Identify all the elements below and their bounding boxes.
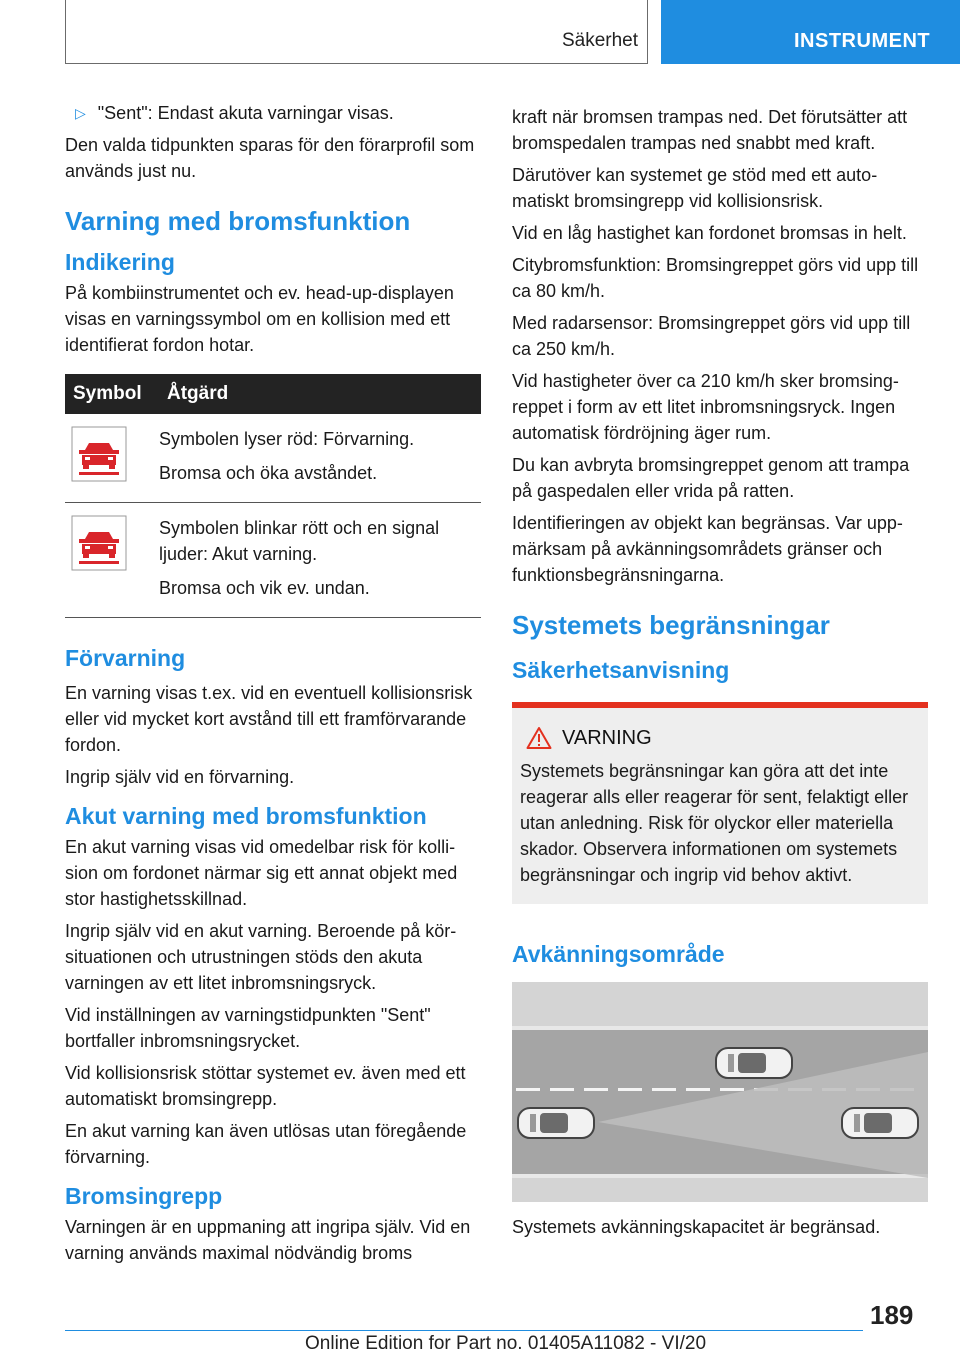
paragraph: Vid hastigheter över ca 210 km/h sker bromsingreppet i form av ett litet inbromsningsryck. Ingen automatisk fördröjning äger rum. — [512, 371, 899, 443]
paragraph: En akut varning kan även utlösas utan föregående förvarning. — [65, 1121, 467, 1167]
paragraph: Ingrip själv vid en förvarning. — [65, 767, 295, 787]
warning-triangle-icon — [526, 726, 552, 750]
footer-edition: Online Edition for Part no. 01405A11082 - VI/20 — [305, 1333, 707, 1354]
paragraph: Citybromsfunktion: Bromsingreppet görs vid upp till ca 80 km/h. — [512, 255, 919, 301]
subsection-heading: Bromsingrepp — [65, 1183, 223, 1209]
warning-box — [512, 702, 928, 904]
chapter-title: INSTRUMENT — [794, 30, 931, 52]
subsection-heading: Indikering — [65, 249, 175, 275]
table-text: Symbolen lyser röd: Förvarning. — [159, 429, 415, 449]
page-number: 189 — [870, 1300, 914, 1330]
section-title: Säkerhet — [561, 30, 638, 51]
detection-range-illustration — [512, 982, 928, 1202]
paragraph: Den valda tidpunkten sparas för den förarprofil som används just nu. — [65, 135, 475, 181]
car-ahead-icon — [842, 1108, 918, 1138]
paragraph: Med radarsensor: Bromsingreppet görs vid upp till ca 250 km/h. — [512, 313, 911, 359]
image-caption: Systemets avkänningskapacitet är begränsad. — [512, 1217, 881, 1237]
car-ego-icon — [518, 1108, 594, 1138]
red-car-warning-icon — [71, 426, 127, 482]
table-text: Symbolen blinkar rött och en signal ljuder: Akut varning. — [159, 518, 440, 564]
table-header-atgard: Åtgärd — [159, 374, 481, 414]
subsection-heading: Akut varning med bromsfunktion — [65, 803, 427, 829]
table-cell-text — [159, 414, 481, 503]
table-cell-icon — [65, 414, 159, 503]
car-adjacent-lane-icon — [716, 1048, 792, 1078]
paragraph: Identifieringen av objekt kan begränsas. Var uppmärksam på avkänningsområdets gränser och funktionsbegränsningarna. — [512, 513, 903, 585]
paragraph: kraft när bromsen trampas ned. Det förutsätter att bromspedalen trampas ned snabbt med kraft. — [512, 107, 908, 153]
right-column — [512, 104, 928, 1246]
table-header-symbol: Symbol — [65, 374, 159, 414]
red-car-warning-icon — [71, 515, 127, 571]
table-cell-text — [159, 503, 481, 618]
paragraph: En akut varning visas vid omedelbar risk för kollision om fordonet närmar sig ett annat objekt med stor hastighetsskillnad. — [65, 837, 458, 909]
subsection-heading: Säkerhetsanvisning — [512, 657, 730, 683]
section-heading: Systemets begränsningar — [512, 610, 830, 640]
warning-header — [526, 726, 920, 750]
section-heading: Varning med bromsfunktion — [65, 206, 411, 236]
subsection-heading: Förvarning — [65, 645, 186, 671]
paragraph: Därutöver kan systemet ge stöd med ett automatiskt bromsingrepp vid kollisionsrisk. — [512, 165, 878, 211]
left-column — [65, 100, 481, 1272]
table-row — [65, 414, 481, 503]
paragraph: En varning visas t.ex. vid en eventuell kollisionsrisk eller vid mycket kort avstånd till ett framförvarande fordon. — [65, 683, 473, 755]
paragraph: Ingrip själv vid en akut varning. Beroende på körsituationen och utrustningen stöds den akuta varningen av ett litet inbromsningsryck. — [65, 921, 457, 993]
paragraph: Varningen är en uppmaning att ingripa själv. Vid en varning används maximal nödvändig broms — [65, 1217, 471, 1263]
table-text: Bromsa och vik ev. undan. — [159, 578, 370, 598]
symbol-table — [65, 374, 481, 618]
paragraph: Vid inställningen av varningstidpunkten "Sent" bortfaller inbromsningsrycket. — [65, 1005, 431, 1051]
list-item — [75, 100, 481, 126]
paragraph: Du kan avbryta bromsingreppet genom att trampa på gaspedalen eller vrida på ratten. — [512, 455, 910, 501]
table-row — [65, 503, 481, 618]
table-text: Bromsa och öka avståndet. — [159, 463, 378, 483]
table-cell-icon — [65, 503, 159, 618]
warning-text: Systemets begränsningar kan göra att det inte reagerar alls eller reagerar för sent, felaktigt eller utan anledning. Risk för olyckor eller materiella skador. Observera informationen om systemets begränsningar och ingrip vid behov aktivt. — [520, 761, 909, 885]
paragraph: På kombiinstrumentet och ev. head-up-displayen visas en varningssymbol om en kollision med ett identifierat fordon hotar. — [65, 283, 454, 355]
triangle-bullet-icon: ▷ — [75, 105, 86, 121]
paragraph: Vid en låg hastighet kan fordonet bromsas in helt. — [512, 223, 907, 243]
footer-divider — [65, 1330, 863, 1331]
subsection-heading: Avkänningsområde — [512, 941, 725, 967]
list-item-text: "Sent": Endast akuta varningar visas. — [97, 103, 394, 123]
paragraph: Vid kollisionsrisk stöttar systemet ev. även med ett automatiskt bromsingrepp. — [65, 1063, 466, 1109]
warning-title: VARNING — [562, 727, 652, 749]
